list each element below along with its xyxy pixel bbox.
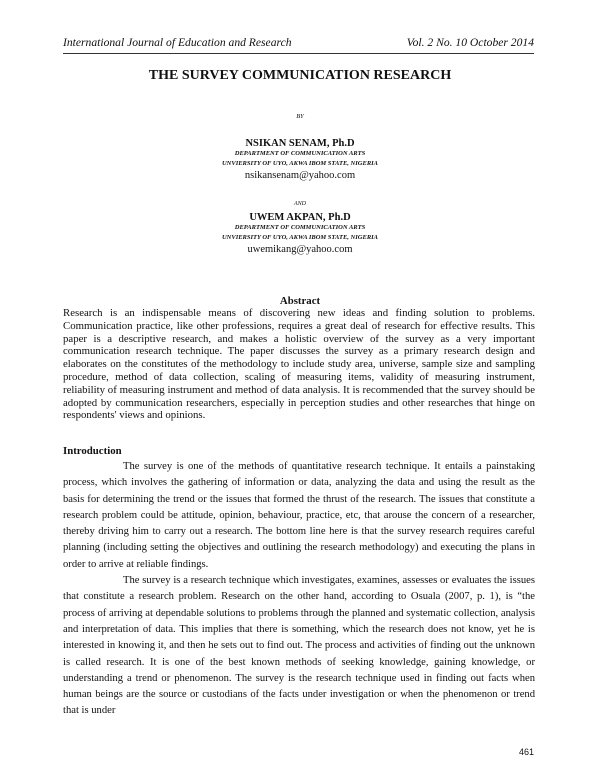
page-number: 461 bbox=[518, 747, 534, 757]
author-department: DEPARTMENT OF COMMUNICATION ARTS bbox=[234, 150, 366, 157]
introduction-heading: Introduction bbox=[63, 445, 122, 457]
author-block-1 bbox=[0, 138, 600, 183]
running-header bbox=[63, 36, 534, 49]
paper-title: THE SURVEY COMMUNICATION RESEARCH bbox=[148, 68, 452, 83]
header-divider bbox=[63, 53, 534, 54]
author-email: nsikansenam@yahoo.com bbox=[244, 170, 356, 181]
and-label: AND bbox=[294, 201, 306, 207]
author-department: DEPARTMENT OF COMMUNICATION ARTS bbox=[234, 224, 366, 231]
by-label: BY bbox=[296, 113, 304, 120]
abstract-heading: Abstract bbox=[279, 295, 321, 307]
author-university: UNVIERSITY OF UYO, AKWA IBOM STATE, NIGERIA bbox=[221, 160, 379, 167]
abstract-text: Research is an indispensable means of discovering new ideas and finding solution to problems. Communication practice, like other professions, requires a great deal of research for effective results. This paper is a descriptive research, and makes a holistic overview of the survey as a very important communication research technique. The paper discusses the survey as a primary research design and elaborates on the constitutes of the methodology to include study area, universe, sample size and sampling procedure, method of data collection, scaling of measuring items, validity of measuring instrument, reliability of measuring instrument and method of data analysis. It is recommended that the survey should be adopted by communication researchers, especially in perception studies and other researches that hinge on respondents' views and opinions. bbox=[63, 307, 535, 422]
author-block-2 bbox=[0, 212, 600, 257]
author-email: uwemikang@yahoo.com bbox=[247, 244, 353, 255]
introduction-body bbox=[63, 459, 535, 720]
author-name: UWEM AKPAN, Ph.D bbox=[249, 212, 351, 223]
issue-info: Vol. 2 No. 10 October 2014 bbox=[406, 36, 534, 49]
body-paragraph: The survey is a research technique which investigates, examines, assesses or evaluates the issues that constitute a research problem. Research on the other hand, according to Osuala (2007, p. 1), is “the process of arriving at dependable solutions to problems through the planned and systematic collection, analysis and interpretation of data. This implies that there is something, which the research does not know, yet he is interested in knowing it, and then he sets out to find out. The process and activities of finding out the unknown is called research. It is one of the best known methods of seeking knowledge, gaining knowledge, or understanding a trend or phenomenon. The survey is the research technique used in finding out facts when human beings are the source or custodians of the facts under investigation or when the phenomenon or trend that is under bbox=[63, 575, 535, 717]
journal-name: International Journal of Education and Research bbox=[63, 36, 292, 49]
author-university: UNVIERSITY OF UYO, AKWA IBOM STATE, NIGERIA bbox=[221, 234, 379, 241]
author-name: NSIKAN SENAM, Ph.D bbox=[245, 138, 355, 149]
body-paragraph: The survey is one of the methods of quantitative research technique. It entails a painstaking process, which involves the gathering of information or data, analyzing the data and using the result as the basis for determining the trend or the issues that formed the thrust of the research. The issues that constitute a research problem could be attitude, opinion, behaviour, practice, etc, that arouse the concern of a researcher, thereby driving him to carry out a research. The bottom line here is that the survey research requires careful planning (including setting the objectives and outlining the research methodology) and executing the plans in order to arrive at reliable findings. bbox=[63, 461, 535, 570]
